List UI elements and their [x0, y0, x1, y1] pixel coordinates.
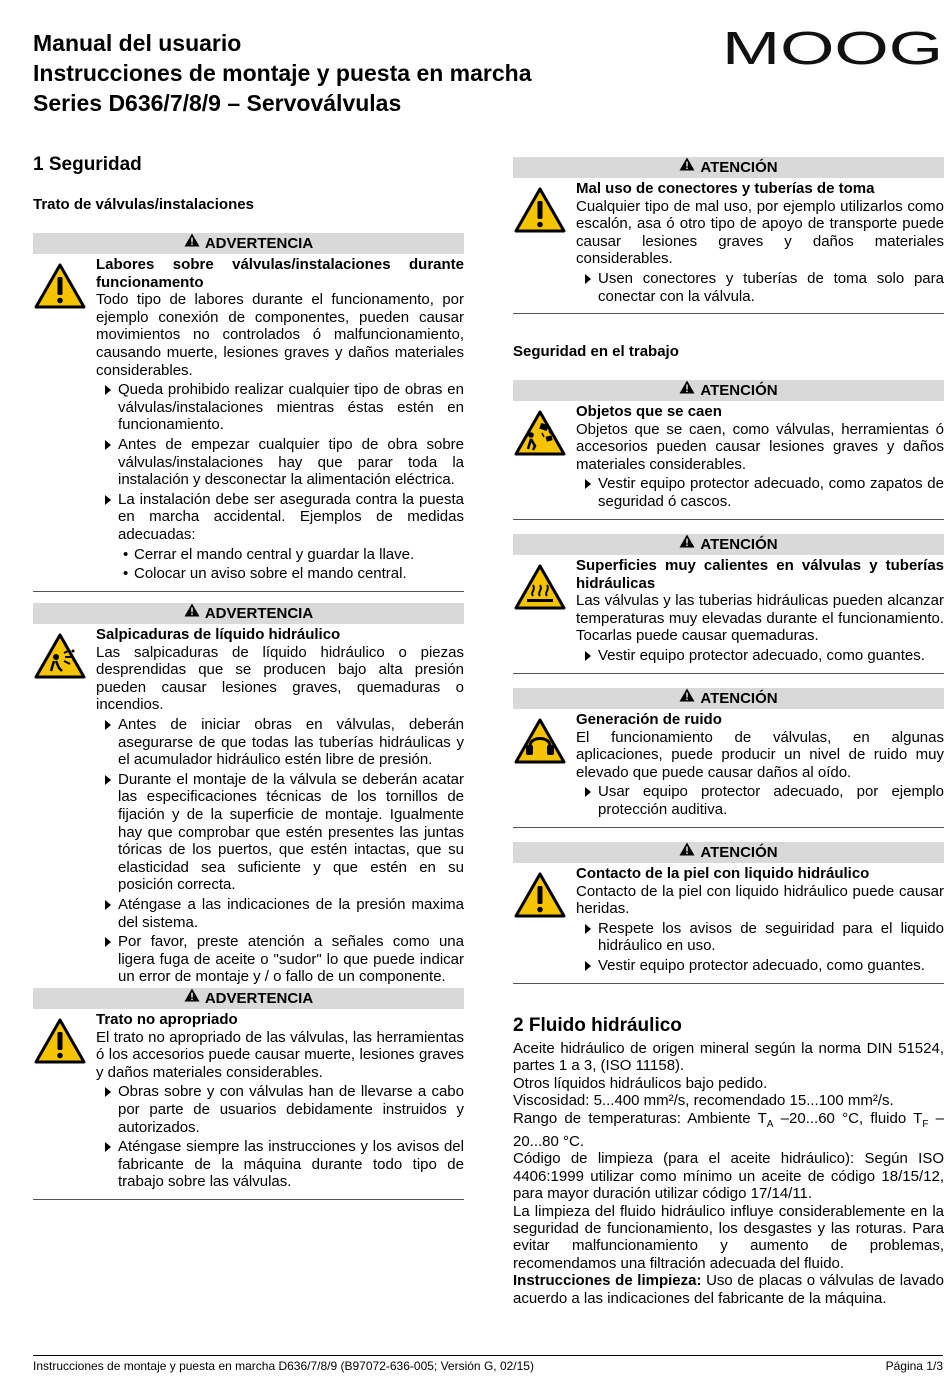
warning-triangle-icon: [184, 987, 200, 1008]
box-text: Cualquier tipo de mal uso, por ejemplo utilizarlos como escalón, asa ó otro tipo de apoyo de transporte puede causar lesiones graves y daños materiales considerables.: [576, 197, 944, 268]
box-level: ATENCIÓN: [700, 382, 778, 399]
fluid-paragraph: Otros líquidos hidráulicos bajo pedido.: [513, 1074, 768, 1092]
fluid-paragraph: Aceite hidráulico de origen mineral según la norma DIN 51524, partes 1 a 3, (ISO 11158).: [513, 1040, 944, 1075]
warning-box-fluid-splash: [33, 603, 464, 995]
exclamation-warning-icon: [34, 263, 86, 309]
box-header: [513, 842, 944, 863]
section-2-heading: 2 Fluido hidráulico: [513, 1015, 682, 1036]
list-item: La instalación debe ser asegurada contra la puesta en marcha accidental. Ejemplos de medidas adecuadas:: [96, 491, 464, 544]
box-level: ADVERTENCIA: [204, 605, 314, 622]
warning-triangle-icon: [679, 533, 695, 554]
box-title: Salpicaduras de líquido hidráulico: [96, 626, 341, 643]
box-header: [513, 380, 944, 401]
temp-sub-fluid: F: [922, 1118, 929, 1130]
exclamation-warning-icon: [514, 872, 566, 918]
list-item: Vestir equipo protector adecuado, como zapatos de seguridad ó cascos.: [576, 475, 944, 510]
moog-logo: [722, 31, 944, 65]
fluid-section-body: [513, 1040, 944, 1307]
list-item: Antes de empezar cualquier tipo de obra sobre válvulas/instalaciones hay que parar toda la instalación y desconectar la alimentación eléctrica.: [96, 436, 464, 489]
box-header: [513, 157, 944, 178]
cleaning-text: Uso de placas o válvulas de lavado acuerdo a las indicaciones del fabricante de la máquina.: [513, 1272, 944, 1307]
exclamation-warning-icon: [34, 1018, 86, 1064]
box-text: Objetos que se caen, como válvulas, herramientas ó accesorios pueden causar lesiones graves y daños materiales considerables.: [576, 420, 944, 473]
box-text: Las salpicaduras de líquido hidráulico o piezas desprendidas que se producen bajo alta presión pueden causar lesiones graves, quemaduras o incendios.: [96, 643, 464, 714]
list-item: Queda prohibido realizar cualquier tipo de obras en válvulas/instalaciones mientras éstas estén en funcionamiento.: [96, 381, 464, 434]
box-title: Superficies muy calientes en válvulas y tuberías hidráulicas: [576, 557, 944, 592]
temperature-range: [513, 1110, 944, 1151]
warning-triangle-icon: [184, 232, 200, 253]
warning-triangle-icon: [679, 156, 695, 177]
warning-triangle-icon: [679, 687, 695, 708]
list-item: Aténgase siempre las instrucciones y los avisos del fabricante de la máquina durante todo tipo de trabajo sobre las válvulas.: [96, 1138, 464, 1191]
temp-text-a: Rango de temperaturas: Ambiente T: [513, 1109, 767, 1127]
box-header: [33, 988, 464, 1009]
warning-box-operation: [33, 233, 464, 592]
list-item: Respete los avisos de seguiridad para el liquido hidráulico en uso.: [576, 920, 944, 955]
warning-triangle-icon: [679, 841, 695, 862]
fluid-paragraph: Código de limpieza (para el aceite hidráulico): Según ISO 4406:1999 utilizar como mínimo un aceite de código 18/15/12, para mayor duración utilizar código 17/14/11.: [513, 1150, 944, 1203]
box-level: ADVERTENCIA: [204, 990, 314, 1007]
exclamation-warning-icon: [514, 187, 566, 233]
subheading-valves: Trato de válvulas/instalaciones: [33, 196, 254, 213]
footer-document-info: Instrucciones de montaje y puesta en marcha D636/7/8/9 (B97072-636-005; Versión G, 02/15): [33, 1359, 534, 1373]
temp-sub-ambient: A: [766, 1118, 774, 1130]
box-title: Objetos que se caen: [576, 403, 722, 420]
title-line-2: Instrucciones de montaje y puesta en marcha: [33, 60, 532, 86]
box-text: Contacto de la piel con liquido hidráulico puede causar heridas.: [576, 882, 944, 918]
box-text: El trato no apropriado de las válvulas, las herramientas ó los accesorios puede causar muerte, lesiones graves y daños materiales considerables.: [96, 1028, 464, 1081]
box-level: ATENCIÓN: [700, 844, 778, 861]
box-text: El funcionamiento de válvulas, en algunas aplicaciones, puede producir un nivel de ruido muy elevado que puede causar daños al oído.: [576, 728, 944, 781]
box-header: [33, 233, 464, 254]
box-text: Todo tipo de labores durante el funcionamento, por ejemplo conexión de componentes, pueden causar movimientos no controlados ó malfuncionamiento, causando muerte, lesiones graves y daños materiales considerables.: [96, 291, 464, 379]
caution-box-noise: [513, 688, 944, 828]
logo-text: MOOG: [722, 31, 943, 65]
caution-box-hot-surfaces: [513, 534, 944, 674]
box-level: ATENCIÓN: [700, 536, 778, 553]
caution-box-skin-contact: [513, 842, 944, 984]
temp-text-c: –20...80 °C.: [513, 1109, 945, 1151]
title-line-1: Manual del usuario: [33, 30, 242, 56]
subheading-work-safety: Seguridad en el trabajo: [513, 343, 679, 360]
box-title: Contacto de la piel con liquido hidráulico: [576, 865, 870, 882]
hot-surface-warning-icon: [514, 564, 566, 610]
list-item: Obras sobre y con válvulas han de llevarse a cabo por parte de usuarios debidamente instruidos y autorizados.: [96, 1083, 464, 1136]
box-title: Labores sobre válvulas/instalaciones durante funcionamento: [96, 256, 464, 291]
list-item: Por favor, preste atención a señales como una ligera fuga de aceite o "sudor" lo que puede indicar un error de montaje y / o fallo de un componente.: [96, 933, 464, 986]
title-line-3: Series D636/7/8/9 – Servoválvulas: [33, 90, 402, 116]
warning-box-improper-handling: [33, 988, 464, 1200]
footer-divider: [33, 1355, 943, 1356]
box-header: [513, 688, 944, 709]
box-title: Trato no apropriado: [96, 1011, 238, 1028]
section-1-heading: 1 Seguridad: [33, 154, 142, 175]
box-header: [33, 603, 464, 624]
fluid-splash-warning-icon: [34, 633, 86, 679]
box-level: ATENCIÓN: [700, 690, 778, 707]
footer-page-number: Página 1/3: [885, 1359, 943, 1373]
box-level: ATENCIÓN: [700, 159, 778, 176]
list-item: Usen conectores y tuberías de toma solo para conectar con la válvula.: [576, 270, 944, 305]
warning-triangle-icon: [679, 379, 695, 400]
cleaning-label: Instrucciones de limpieza:: [513, 1272, 702, 1290]
box-text: Las válvulas y las tuberias hidráulicas pueden alcanzar temperaturas muy elevadas durante el funcionamiento. Tocarlas puede causar quemaduras.: [576, 592, 944, 645]
list-item: Vestir equipo protector adecuado, como guantes.: [576, 647, 944, 665]
list-item: Durante el montaje de la válvula se deberán acatar las especificaciones técnicas de los tornillos de fijación y de la superficie de montaje. Igualmente hay que comprobar que estén presentes las juntas tóricas de los puertos, que estén intactas, que su elasticidad sea suficiente y que estén en su posición correcta.: [96, 771, 464, 894]
caution-box-falling-objects: [513, 380, 944, 520]
cleaning-instructions: [513, 1272, 944, 1307]
box-header: [513, 534, 944, 555]
box-title: Mal uso de conectores y tuberías de toma: [576, 180, 875, 197]
list-item: Vestir equipo protector adecuado, como guantes.: [576, 957, 944, 975]
box-level: ADVERTENCIA: [204, 235, 314, 252]
list-item: Antes de iniciar obras en válvulas, deberán asegurarse de que todas las tuberías hidráulicas y el acumulador hidráulico estén libre de presión.: [96, 716, 464, 769]
list-item: Aténgase a las indicaciones de la presión maxima del sistema.: [96, 896, 464, 931]
warning-triangle-icon: [184, 602, 200, 623]
list-item: Usar equipo protector adecuado, por ejemplo protección auditiva.: [576, 783, 944, 818]
fluid-paragraph: Viscosidad: 5...400 mm²/s, recomendado 15...100 mm²/s.: [513, 1092, 894, 1110]
temp-text-b: –20...60 °C, fluido T: [773, 1109, 923, 1127]
falling-objects-warning-icon: [514, 410, 566, 456]
box-title: Generación de ruido: [576, 711, 722, 728]
fluid-paragraph: La limpieza del fluido hidráulico influye considerablemente en la seguridad de funcionamiento, los desgastes y las roturas. Para evitar malfuncionamiento y aumento de problemas, recomendamos una filtración adecuada del fluido.: [513, 1202, 944, 1272]
sub-list-item: • Colocar un aviso sobre el mando central.: [96, 565, 464, 583]
document-title: [33, 28, 532, 118]
caution-box-connectors: [513, 157, 944, 314]
sub-list-item: • Cerrar el mando central y guardar la llave.: [96, 546, 464, 564]
noise-warning-icon: [514, 718, 566, 764]
